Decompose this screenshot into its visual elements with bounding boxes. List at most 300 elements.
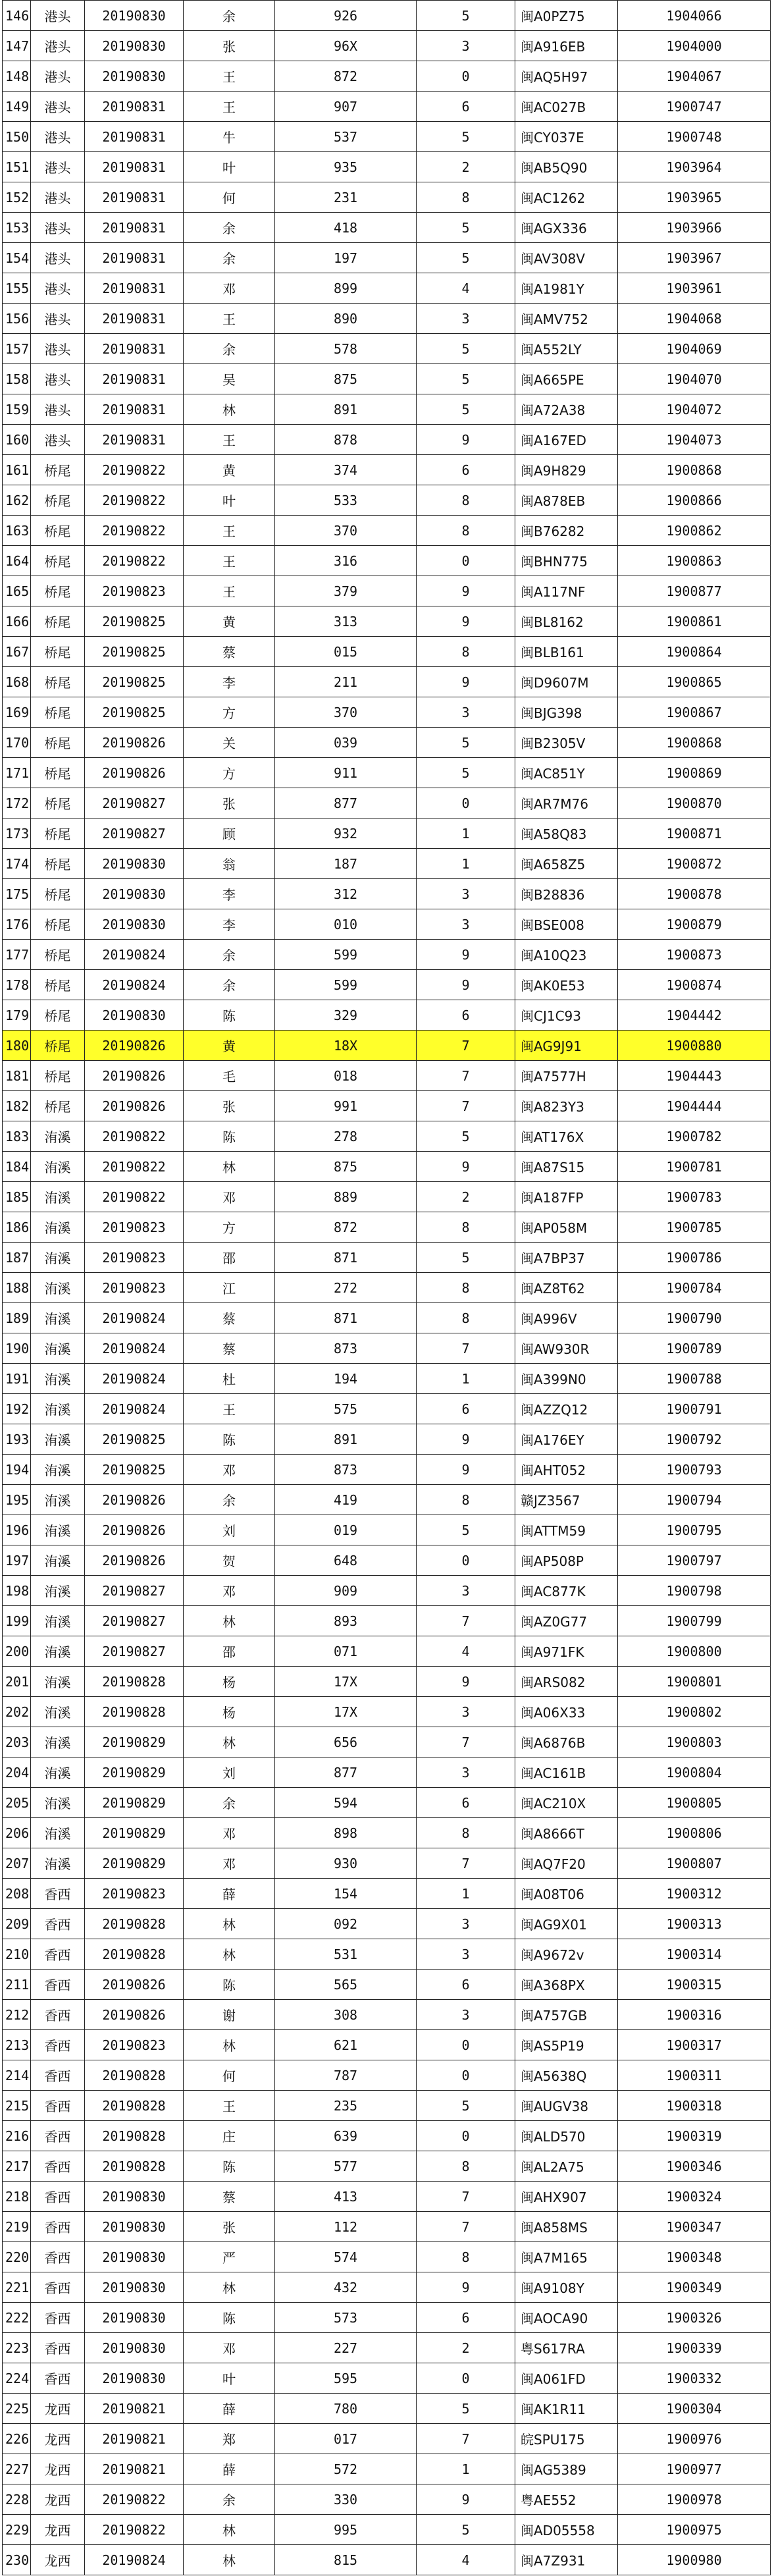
- cell-id-suffix: 370: [275, 697, 417, 728]
- cell-date: 20190830: [85, 2182, 184, 2212]
- cell-surname: 王: [184, 516, 275, 546]
- cell-plate-number: 闽A858MS: [515, 2212, 618, 2242]
- cell-digit: 5: [417, 243, 515, 273]
- table-row: [3, 2212, 771, 2242]
- cell-date: 20190828: [85, 1939, 184, 1970]
- cell-row-index: 188: [3, 1273, 31, 1303]
- cell-date: 20190830: [85, 2303, 184, 2333]
- cell-record-number: 1900788: [618, 1364, 771, 1394]
- cell-date: 20190822: [85, 546, 184, 576]
- cell-village: 港头: [31, 152, 85, 182]
- cell-date: 20190828: [85, 1697, 184, 1727]
- cell-plate-number: 闽BHN775: [515, 546, 618, 576]
- cell-date: 20190830: [85, 2212, 184, 2242]
- cell-date: 20190825: [85, 637, 184, 667]
- cell-record-number: 1900878: [618, 879, 771, 909]
- cell-surname: 林: [184, 1606, 275, 1636]
- table-row: [3, 2454, 771, 2484]
- cell-village: 桥尾: [31, 940, 85, 970]
- table-row: [3, 304, 771, 334]
- cell-row-index: 196: [3, 1515, 31, 1545]
- cell-row-index: 148: [3, 61, 31, 92]
- cell-id-suffix: 071: [275, 1636, 417, 1667]
- cell-record-number: 1900748: [618, 122, 771, 152]
- cell-village: 洧溪: [31, 1848, 85, 1879]
- cell-surname: 张: [184, 2212, 275, 2242]
- cell-plate-number: 闽A916EB: [515, 31, 618, 61]
- table-row: [3, 2242, 771, 2272]
- cell-plate-number: 闽BSE008: [515, 909, 618, 940]
- cell-digit: 3: [417, 1758, 515, 1788]
- cell-record-number: 1900318: [618, 2091, 771, 2121]
- cell-id-suffix: 599: [275, 970, 417, 1000]
- cell-surname: 谢: [184, 2000, 275, 2030]
- cell-plate-number: 闽A9H829: [515, 455, 618, 485]
- cell-date: 20190828: [85, 2091, 184, 2121]
- table-row: [3, 909, 771, 940]
- cell-record-number: 1900783: [618, 1182, 771, 1212]
- table-row: [3, 1788, 771, 1818]
- cell-village: 桥尾: [31, 455, 85, 485]
- table-row: [3, 1970, 771, 2000]
- cell-surname: 余: [184, 940, 275, 970]
- cell-id-suffix: 871: [275, 1303, 417, 1333]
- cell-plate-number: 闽A117NF: [515, 576, 618, 606]
- cell-row-index: 212: [3, 2000, 31, 2030]
- cell-surname: 陈: [184, 2151, 275, 2182]
- cell-digit: 0: [417, 2030, 515, 2060]
- cell-digit: 5: [417, 1243, 515, 1273]
- cell-id-suffix: 573: [275, 2303, 417, 2333]
- cell-record-number: 1904072: [618, 394, 771, 425]
- cell-village: 桥尾: [31, 970, 85, 1000]
- cell-digit: 5: [417, 2091, 515, 2121]
- cell-date: 20190828: [85, 2060, 184, 2091]
- table-row: [3, 1727, 771, 1758]
- cell-digit: 2: [417, 2333, 515, 2363]
- cell-record-number: 1900880: [618, 1031, 771, 1061]
- cell-surname: 刘: [184, 1758, 275, 1788]
- table-row: [3, 2424, 771, 2454]
- cell-record-number: 1900315: [618, 1970, 771, 2000]
- cell-digit: 5: [417, 2515, 515, 2545]
- table-row: [3, 758, 771, 788]
- cell-surname: 林: [184, 2272, 275, 2303]
- cell-village: 港头: [31, 334, 85, 364]
- cell-row-index: 172: [3, 788, 31, 818]
- table-row: [3, 2333, 771, 2363]
- cell-row-index: 198: [3, 1576, 31, 1606]
- cell-date: 20190827: [85, 1636, 184, 1667]
- cell-digit: 4: [417, 273, 515, 304]
- cell-record-number: 1904068: [618, 304, 771, 334]
- cell-village: 桥尾: [31, 1000, 85, 1031]
- cell-village: 港头: [31, 425, 85, 455]
- cell-surname: 林: [184, 1152, 275, 1182]
- cell-date: 20190825: [85, 697, 184, 728]
- cell-village: 香西: [31, 2212, 85, 2242]
- cell-digit: 9: [417, 667, 515, 697]
- cell-digit: 9: [417, 1152, 515, 1182]
- table-row: [3, 31, 771, 61]
- cell-id-suffix: 227: [275, 2333, 417, 2363]
- table-row: [3, 1212, 771, 1243]
- cell-record-number: 1900790: [618, 1303, 771, 1333]
- cell-digit: 5: [417, 122, 515, 152]
- cell-date: 20190821: [85, 2394, 184, 2424]
- cell-date: 20190830: [85, 61, 184, 92]
- cell-date: 20190827: [85, 818, 184, 849]
- cell-surname: 李: [184, 667, 275, 697]
- cell-plate-number: 闽B28836: [515, 879, 618, 909]
- cell-record-number: 1900785: [618, 1212, 771, 1243]
- cell-date: 20190831: [85, 334, 184, 364]
- cell-digit: 7: [417, 2212, 515, 2242]
- cell-digit: 8: [417, 516, 515, 546]
- cell-surname: 毛: [184, 1061, 275, 1091]
- cell-plate-number: 闽A1981Y: [515, 273, 618, 304]
- cell-surname: 张: [184, 788, 275, 818]
- cell-plate-number: 闽AL2A75: [515, 2151, 618, 2182]
- cell-row-index: 205: [3, 1788, 31, 1818]
- cell-id-suffix: 656: [275, 1727, 417, 1758]
- cell-digit: 7: [417, 2182, 515, 2212]
- cell-village: 港头: [31, 182, 85, 213]
- cell-plate-number: 闽A061FD: [515, 2363, 618, 2394]
- cell-digit: 1: [417, 818, 515, 849]
- cell-digit: 9: [417, 1667, 515, 1697]
- cell-plate-number: 闽B76282: [515, 516, 618, 546]
- cell-record-number: 1900339: [618, 2333, 771, 2363]
- cell-date: 20190824: [85, 1303, 184, 1333]
- table-row: [3, 2030, 771, 2060]
- cell-row-index: 156: [3, 304, 31, 334]
- cell-date: 20190824: [85, 1364, 184, 1394]
- cell-record-number: 1900798: [618, 1576, 771, 1606]
- cell-row-index: 186: [3, 1212, 31, 1243]
- cell-plate-number: 闽A58Q83: [515, 818, 618, 849]
- cell-date: 20190822: [85, 2515, 184, 2545]
- cell-surname: 王: [184, 2091, 275, 2121]
- table-row: [3, 1031, 771, 1061]
- table-row: [3, 2272, 771, 2303]
- cell-plate-number: 闽A665PE: [515, 364, 618, 394]
- cell-plate-number: 闽A823Y3: [515, 1091, 618, 1121]
- cell-digit: 5: [417, 2394, 515, 2424]
- cell-id-suffix: 889: [275, 1182, 417, 1212]
- records-table: [2, 0, 771, 2575]
- table-row: [3, 1667, 771, 1697]
- table-row: [3, 2151, 771, 2182]
- cell-surname: 余: [184, 213, 275, 243]
- cell-plate-number: 闽ATTM59: [515, 1515, 618, 1545]
- cell-id-suffix: 930: [275, 1848, 417, 1879]
- cell-row-index: 171: [3, 758, 31, 788]
- table-row: [3, 1636, 771, 1667]
- cell-surname: 李: [184, 879, 275, 909]
- cell-id-suffix: 578: [275, 334, 417, 364]
- cell-row-index: 165: [3, 576, 31, 606]
- cell-plate-number: 闽AP508P: [515, 1545, 618, 1576]
- cell-plate-number: 闽A971FK: [515, 1636, 618, 1667]
- cell-id-suffix: 780: [275, 2394, 417, 2424]
- cell-village: 港头: [31, 394, 85, 425]
- cell-village: 港头: [31, 1, 85, 31]
- cell-date: 20190823: [85, 1243, 184, 1273]
- cell-record-number: 1900863: [618, 546, 771, 576]
- cell-surname: 严: [184, 2242, 275, 2272]
- cell-row-index: 147: [3, 31, 31, 61]
- cell-record-number: 1900348: [618, 2242, 771, 2272]
- cell-row-index: 166: [3, 606, 31, 637]
- cell-row-index: 201: [3, 1667, 31, 1697]
- cell-surname: 林: [184, 2515, 275, 2545]
- cell-plate-number: 闽A757GB: [515, 2000, 618, 2030]
- cell-date: 20190831: [85, 304, 184, 334]
- table-row: [3, 182, 771, 213]
- table-row: [3, 1515, 771, 1545]
- cell-row-index: 199: [3, 1606, 31, 1636]
- cell-village: 桥尾: [31, 1031, 85, 1061]
- cell-village: 龙西: [31, 2484, 85, 2515]
- cell-date: 20190831: [85, 273, 184, 304]
- cell-record-number: 1900868: [618, 728, 771, 758]
- cell-digit: 8: [417, 1485, 515, 1515]
- cell-village: 香西: [31, 1939, 85, 1970]
- cell-surname: 薛: [184, 2454, 275, 2484]
- cell-date: 20190831: [85, 364, 184, 394]
- cell-plate-number: 粤AE552: [515, 2484, 618, 2515]
- cell-surname: 牛: [184, 122, 275, 152]
- cell-date: 20190829: [85, 1758, 184, 1788]
- cell-record-number: 1900804: [618, 1758, 771, 1788]
- cell-village: 洧溪: [31, 1333, 85, 1364]
- cell-surname: 杜: [184, 1364, 275, 1394]
- cell-id-suffix: 995: [275, 2515, 417, 2545]
- cell-id-suffix: 379: [275, 576, 417, 606]
- cell-digit: 8: [417, 2151, 515, 2182]
- cell-date: 20190826: [85, 728, 184, 758]
- cell-id-suffix: 595: [275, 2363, 417, 2394]
- cell-digit: 6: [417, 1394, 515, 1424]
- cell-digit: 6: [417, 1000, 515, 1031]
- cell-row-index: 179: [3, 1000, 31, 1031]
- cell-date: 20190822: [85, 1121, 184, 1152]
- cell-digit: 0: [417, 2121, 515, 2151]
- cell-record-number: 1900874: [618, 970, 771, 1000]
- table-row: [3, 1606, 771, 1636]
- cell-surname: 邓: [184, 2333, 275, 2363]
- cell-plate-number: 闽A658Z5: [515, 849, 618, 879]
- table-row: [3, 485, 771, 516]
- cell-village: 香西: [31, 2091, 85, 2121]
- cell-village: 龙西: [31, 2515, 85, 2545]
- cell-id-suffix: 96X: [275, 31, 417, 61]
- cell-village: 桥尾: [31, 728, 85, 758]
- cell-village: 桥尾: [31, 909, 85, 940]
- cell-record-number: 1900747: [618, 92, 771, 122]
- cell-row-index: 193: [3, 1424, 31, 1455]
- cell-id-suffix: 017: [275, 2424, 417, 2454]
- cell-village: 洧溪: [31, 1394, 85, 1424]
- cell-digit: 6: [417, 455, 515, 485]
- table-row: [3, 1061, 771, 1091]
- cell-plate-number: 闽A7BP37: [515, 1243, 618, 1273]
- cell-village: 香西: [31, 2363, 85, 2394]
- cell-id-suffix: 018: [275, 1061, 417, 1091]
- table-row: [3, 2394, 771, 2424]
- cell-date: 20190826: [85, 1091, 184, 1121]
- cell-village: 港头: [31, 304, 85, 334]
- cell-id-suffix: 197: [275, 243, 417, 273]
- table-row: [3, 1939, 771, 1970]
- cell-plate-number: 闽A6876B: [515, 1727, 618, 1758]
- cell-id-suffix: 872: [275, 1212, 417, 1243]
- cell-id-suffix: 039: [275, 728, 417, 758]
- cell-plate-number: 闽AK0E53: [515, 970, 618, 1000]
- cell-record-number: 1900797: [618, 1545, 771, 1576]
- cell-row-index: 224: [3, 2363, 31, 2394]
- cell-plate-number: 闽A06X33: [515, 1697, 618, 1727]
- table-row: [3, 1000, 771, 1031]
- cell-date: 20190826: [85, 1970, 184, 2000]
- cell-digit: 0: [417, 788, 515, 818]
- cell-surname: 黄: [184, 1031, 275, 1061]
- cell-id-suffix: 308: [275, 2000, 417, 2030]
- cell-digit: 1: [417, 1364, 515, 1394]
- cell-digit: 0: [417, 1545, 515, 1576]
- cell-plate-number: 闽A187FP: [515, 1182, 618, 1212]
- table-row: [3, 2363, 771, 2394]
- cell-digit: 9: [417, 2272, 515, 2303]
- cell-digit: 3: [417, 2000, 515, 2030]
- cell-record-number: 1903961: [618, 273, 771, 304]
- cell-row-index: 169: [3, 697, 31, 728]
- cell-digit: 5: [417, 728, 515, 758]
- cell-record-number: 1904066: [618, 1, 771, 31]
- table-row: [3, 728, 771, 758]
- table-row: [3, 213, 771, 243]
- cell-date: 20190825: [85, 1424, 184, 1455]
- cell-surname: 蔡: [184, 2182, 275, 2212]
- cell-date: 20190827: [85, 788, 184, 818]
- cell-date: 20190831: [85, 92, 184, 122]
- cell-id-suffix: 872: [275, 61, 417, 92]
- cell-surname: 吴: [184, 364, 275, 394]
- cell-plate-number: 闽AC851Y: [515, 758, 618, 788]
- cell-village: 香西: [31, 1909, 85, 1939]
- table-row: [3, 455, 771, 485]
- cell-record-number: 1900873: [618, 940, 771, 970]
- cell-record-number: 1900326: [618, 2303, 771, 2333]
- cell-plate-number: 闽AZ8T62: [515, 1273, 618, 1303]
- cell-row-index: 217: [3, 2151, 31, 2182]
- cell-row-index: 223: [3, 2333, 31, 2363]
- cell-plate-number: 闽A87S15: [515, 1152, 618, 1182]
- table-row: [3, 849, 771, 879]
- cell-date: 20190831: [85, 243, 184, 273]
- cell-id-suffix: 329: [275, 1000, 417, 1031]
- cell-id-suffix: 898: [275, 1818, 417, 1848]
- cell-surname: 余: [184, 243, 275, 273]
- cell-id-suffix: 877: [275, 1758, 417, 1788]
- table-row: [3, 1818, 771, 1848]
- cell-record-number: 1904444: [618, 1091, 771, 1121]
- table-row: [3, 1545, 771, 1576]
- cell-row-index: 219: [3, 2212, 31, 2242]
- cell-record-number: 1900313: [618, 1909, 771, 1939]
- cell-date: 20190822: [85, 1182, 184, 1212]
- cell-surname: 蔡: [184, 1303, 275, 1333]
- cell-row-index: 149: [3, 92, 31, 122]
- table-row: [3, 2000, 771, 2030]
- cell-record-number: 1900319: [618, 2121, 771, 2151]
- cell-row-index: 146: [3, 1, 31, 31]
- table-row: [3, 516, 771, 546]
- cell-village: 港头: [31, 243, 85, 273]
- cell-plate-number: 闽A5638Q: [515, 2060, 618, 2091]
- cell-village: 港头: [31, 273, 85, 304]
- cell-plate-number: 闽BLB161: [515, 637, 618, 667]
- cell-id-suffix: 871: [275, 1243, 417, 1273]
- cell-date: 20190831: [85, 213, 184, 243]
- cell-record-number: 1900349: [618, 2272, 771, 2303]
- table-row: [3, 1243, 771, 1273]
- cell-surname: 王: [184, 546, 275, 576]
- cell-plate-number: 闽AC877K: [515, 1576, 618, 1606]
- cell-id-suffix: 235: [275, 2091, 417, 2121]
- cell-plate-number: 闽AHX907: [515, 2182, 618, 2212]
- cell-date: 20190830: [85, 909, 184, 940]
- cell-record-number: 1900317: [618, 2030, 771, 2060]
- cell-id-suffix: 891: [275, 1424, 417, 1455]
- cell-id-suffix: 531: [275, 1939, 417, 1970]
- table-row: [3, 697, 771, 728]
- cell-row-index: 151: [3, 152, 31, 182]
- cell-surname: 张: [184, 31, 275, 61]
- cell-date: 20190826: [85, 2000, 184, 2030]
- cell-surname: 余: [184, 970, 275, 1000]
- cell-id-suffix: 935: [275, 152, 417, 182]
- cell-row-index: 150: [3, 122, 31, 152]
- cell-record-number: 1900316: [618, 2000, 771, 2030]
- cell-surname: 叶: [184, 2363, 275, 2394]
- table-row: [3, 2060, 771, 2091]
- cell-village: 港头: [31, 31, 85, 61]
- cell-date: 20190831: [85, 182, 184, 213]
- cell-row-index: 204: [3, 1758, 31, 1788]
- cell-digit: 6: [417, 92, 515, 122]
- cell-village: 洧溪: [31, 1182, 85, 1212]
- cell-id-suffix: 231: [275, 182, 417, 213]
- cell-row-index: 163: [3, 516, 31, 546]
- table-row: [3, 364, 771, 394]
- cell-digit: 0: [417, 61, 515, 92]
- cell-village: 香西: [31, 2303, 85, 2333]
- cell-record-number: 1900782: [618, 1121, 771, 1152]
- table-row: [3, 243, 771, 273]
- cell-village: 洧溪: [31, 1697, 85, 1727]
- cell-plate-number: 闽AB5Q90: [515, 152, 618, 182]
- cell-id-suffix: 787: [275, 2060, 417, 2091]
- cell-surname: 邓: [184, 273, 275, 304]
- cell-row-index: 209: [3, 1909, 31, 1939]
- cell-id-suffix: 010: [275, 909, 417, 940]
- cell-id-suffix: 154: [275, 1879, 417, 1909]
- cell-id-suffix: 926: [275, 1, 417, 31]
- cell-id-suffix: 278: [275, 1121, 417, 1152]
- cell-date: 20190826: [85, 1485, 184, 1515]
